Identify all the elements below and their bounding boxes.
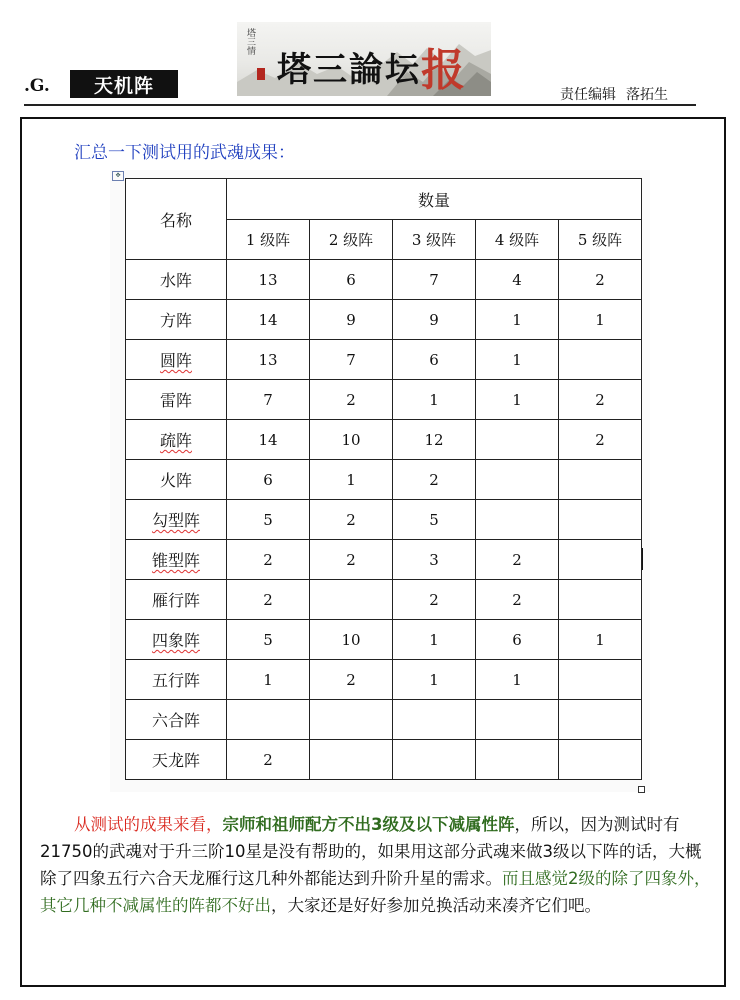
value-cell: 1 xyxy=(476,300,559,340)
masthead-title xyxy=(277,34,467,96)
table-row xyxy=(126,620,642,660)
value-cell: 1 xyxy=(476,380,559,420)
row-name: 疏阵 xyxy=(159,431,192,450)
table-row xyxy=(126,660,642,700)
row-name-cell xyxy=(126,340,227,380)
value-cell: 12 xyxy=(393,420,476,460)
value-cell: 2 xyxy=(559,420,642,460)
conclusion-paragraph xyxy=(40,811,712,919)
table-row xyxy=(126,340,642,380)
row-name: 雁行阵 xyxy=(151,591,200,610)
row-name: 锥型阵 xyxy=(151,551,200,570)
value-cell: 1 xyxy=(393,380,476,420)
value-cell: 2 xyxy=(559,260,642,300)
value-cell xyxy=(476,460,559,500)
row-name: 四象阵 xyxy=(151,631,200,650)
row-name-cell xyxy=(126,540,227,580)
row-name-cell xyxy=(126,700,227,740)
editor-name: 落拓生 xyxy=(626,87,668,103)
level-header-2: 2 级阵 xyxy=(310,220,393,260)
row-name: 圆阵 xyxy=(159,351,192,370)
value-cell: 1 xyxy=(227,660,310,700)
value-cell: 5 xyxy=(227,620,310,660)
value-cell: 6 xyxy=(310,260,393,300)
value-cell: 2 xyxy=(476,580,559,620)
masthead-title-main: 塔三論坛 xyxy=(277,50,421,90)
value-cell xyxy=(310,740,393,780)
value-cell xyxy=(559,660,642,700)
editor-credit xyxy=(560,84,668,104)
value-cell: 4 xyxy=(476,260,559,300)
quantity-header: 数量 xyxy=(227,179,642,220)
value-cell: 2 xyxy=(476,540,559,580)
row-name: 火阵 xyxy=(159,471,192,490)
value-cell xyxy=(559,340,642,380)
row-name-cell xyxy=(126,380,227,420)
value-cell xyxy=(559,540,642,580)
row-name-cell xyxy=(126,740,227,780)
intro-text: 汇总一下测试用的武魂成果： xyxy=(74,143,295,163)
value-cell: 2 xyxy=(310,660,393,700)
header-divider xyxy=(24,104,696,106)
value-cell: 1 xyxy=(310,460,393,500)
row-name-cell xyxy=(126,300,227,340)
editor-label: 责任编辑 xyxy=(560,87,616,103)
value-cell: 1 xyxy=(476,340,559,380)
table-row xyxy=(126,500,642,540)
seal-stamp-icon xyxy=(257,68,265,80)
value-cell: 1 xyxy=(559,300,642,340)
value-cell: 7 xyxy=(393,260,476,300)
section-title: 天机阵 xyxy=(70,70,178,98)
table-row xyxy=(126,580,642,620)
row-name-cell xyxy=(126,260,227,300)
value-cell: 14 xyxy=(227,420,310,460)
table-move-handle-icon[interactable]: ✥ xyxy=(112,171,124,181)
row-name-cell xyxy=(126,460,227,500)
value-cell: 7 xyxy=(227,380,310,420)
value-cell xyxy=(310,700,393,740)
value-cell: 1 xyxy=(393,620,476,660)
value-cell: 2 xyxy=(310,540,393,580)
value-cell: 10 xyxy=(310,420,393,460)
conclusion-green-text: 宗师和祖师配方不出3级及以下减属性阵 xyxy=(222,815,515,834)
value-cell: 2 xyxy=(227,540,310,580)
conclusion-green-text-2: 而且感觉2级的除了四象外，其它几种不减属性的阵都不好出 xyxy=(40,869,711,915)
value-cell xyxy=(310,580,393,620)
value-cell: 5 xyxy=(227,500,310,540)
conclusion-red-text: 从测试的成果来看， xyxy=(74,815,223,834)
value-cell xyxy=(476,700,559,740)
value-cell: 13 xyxy=(227,340,310,380)
row-name-cell xyxy=(126,620,227,660)
table-resize-handle[interactable] xyxy=(638,786,645,793)
value-cell: 2 xyxy=(310,380,393,420)
row-name-cell xyxy=(126,660,227,700)
value-cell xyxy=(559,500,642,540)
row-name: 水阵 xyxy=(159,271,192,290)
table-row xyxy=(126,460,642,500)
value-cell xyxy=(476,420,559,460)
table-row xyxy=(126,300,642,340)
value-cell: 2 xyxy=(559,380,642,420)
level-header-1: 1 级阵 xyxy=(227,220,310,260)
level-header-3: 3 级阵 xyxy=(393,220,476,260)
table-row xyxy=(126,380,642,420)
value-cell: 5 xyxy=(393,500,476,540)
value-cell: 9 xyxy=(393,300,476,340)
table-row xyxy=(126,420,642,460)
row-name: 方阵 xyxy=(159,311,192,330)
value-cell xyxy=(227,700,310,740)
conclusion-closing-text: ，大家还是好好参加兑换活动来凑齐它们吧。 xyxy=(271,896,601,915)
value-cell xyxy=(393,700,476,740)
value-cell xyxy=(559,700,642,740)
value-cell: 6 xyxy=(476,620,559,660)
table-row xyxy=(126,700,642,740)
table-body xyxy=(126,260,642,780)
row-name: 五行阵 xyxy=(151,671,200,690)
value-cell: 1 xyxy=(476,660,559,700)
level-header-4: 4 级阵 xyxy=(476,220,559,260)
masthead-banner xyxy=(237,22,491,96)
row-name-cell xyxy=(126,500,227,540)
table-row xyxy=(126,740,642,780)
value-cell: 14 xyxy=(227,300,310,340)
level-header-5: 5 级阵 xyxy=(559,220,642,260)
banner-vertical-text: 塔三情 xyxy=(245,28,255,55)
value-cell xyxy=(393,740,476,780)
value-cell xyxy=(476,740,559,780)
value-cell: 6 xyxy=(393,340,476,380)
value-cell: 2 xyxy=(227,740,310,780)
value-cell: 9 xyxy=(310,300,393,340)
value-cell: 7 xyxy=(310,340,393,380)
value-cell: 1 xyxy=(559,620,642,660)
value-cell: 6 xyxy=(227,460,310,500)
value-cell: 2 xyxy=(227,580,310,620)
table-row xyxy=(126,540,642,580)
row-name-cell xyxy=(126,580,227,620)
value-cell: 2 xyxy=(393,460,476,500)
conclusion-body-text: ，所以，因为测试时有21750的武魂对于升三阶10星是没有帮助的，如果用这部分武魂来做3级以下阵的话，大概除了四象五行六合天龙雁行这几种外都能达到升阶升星的需求。 xyxy=(40,815,702,888)
value-cell xyxy=(559,580,642,620)
value-cell: 1 xyxy=(393,660,476,700)
value-cell: 13 xyxy=(227,260,310,300)
row-name: 勾型阵 xyxy=(151,511,200,530)
masthead-title-big: 报 xyxy=(421,45,467,96)
value-cell: 3 xyxy=(393,540,476,580)
value-cell: 2 xyxy=(310,500,393,540)
row-name-cell xyxy=(126,420,227,460)
row-name: 六合阵 xyxy=(151,711,200,730)
row-name: 天龙阵 xyxy=(151,751,200,770)
table-header-row xyxy=(126,179,642,220)
name-header: 名称 xyxy=(126,179,227,260)
value-cell xyxy=(559,460,642,500)
row-name: 雷阵 xyxy=(159,391,192,410)
soul-results-table xyxy=(125,178,642,780)
value-cell: 2 xyxy=(393,580,476,620)
header-g-mark: .G. xyxy=(24,76,50,96)
value-cell xyxy=(559,740,642,780)
table-row xyxy=(126,260,642,300)
value-cell: 10 xyxy=(310,620,393,660)
value-cell xyxy=(476,500,559,540)
